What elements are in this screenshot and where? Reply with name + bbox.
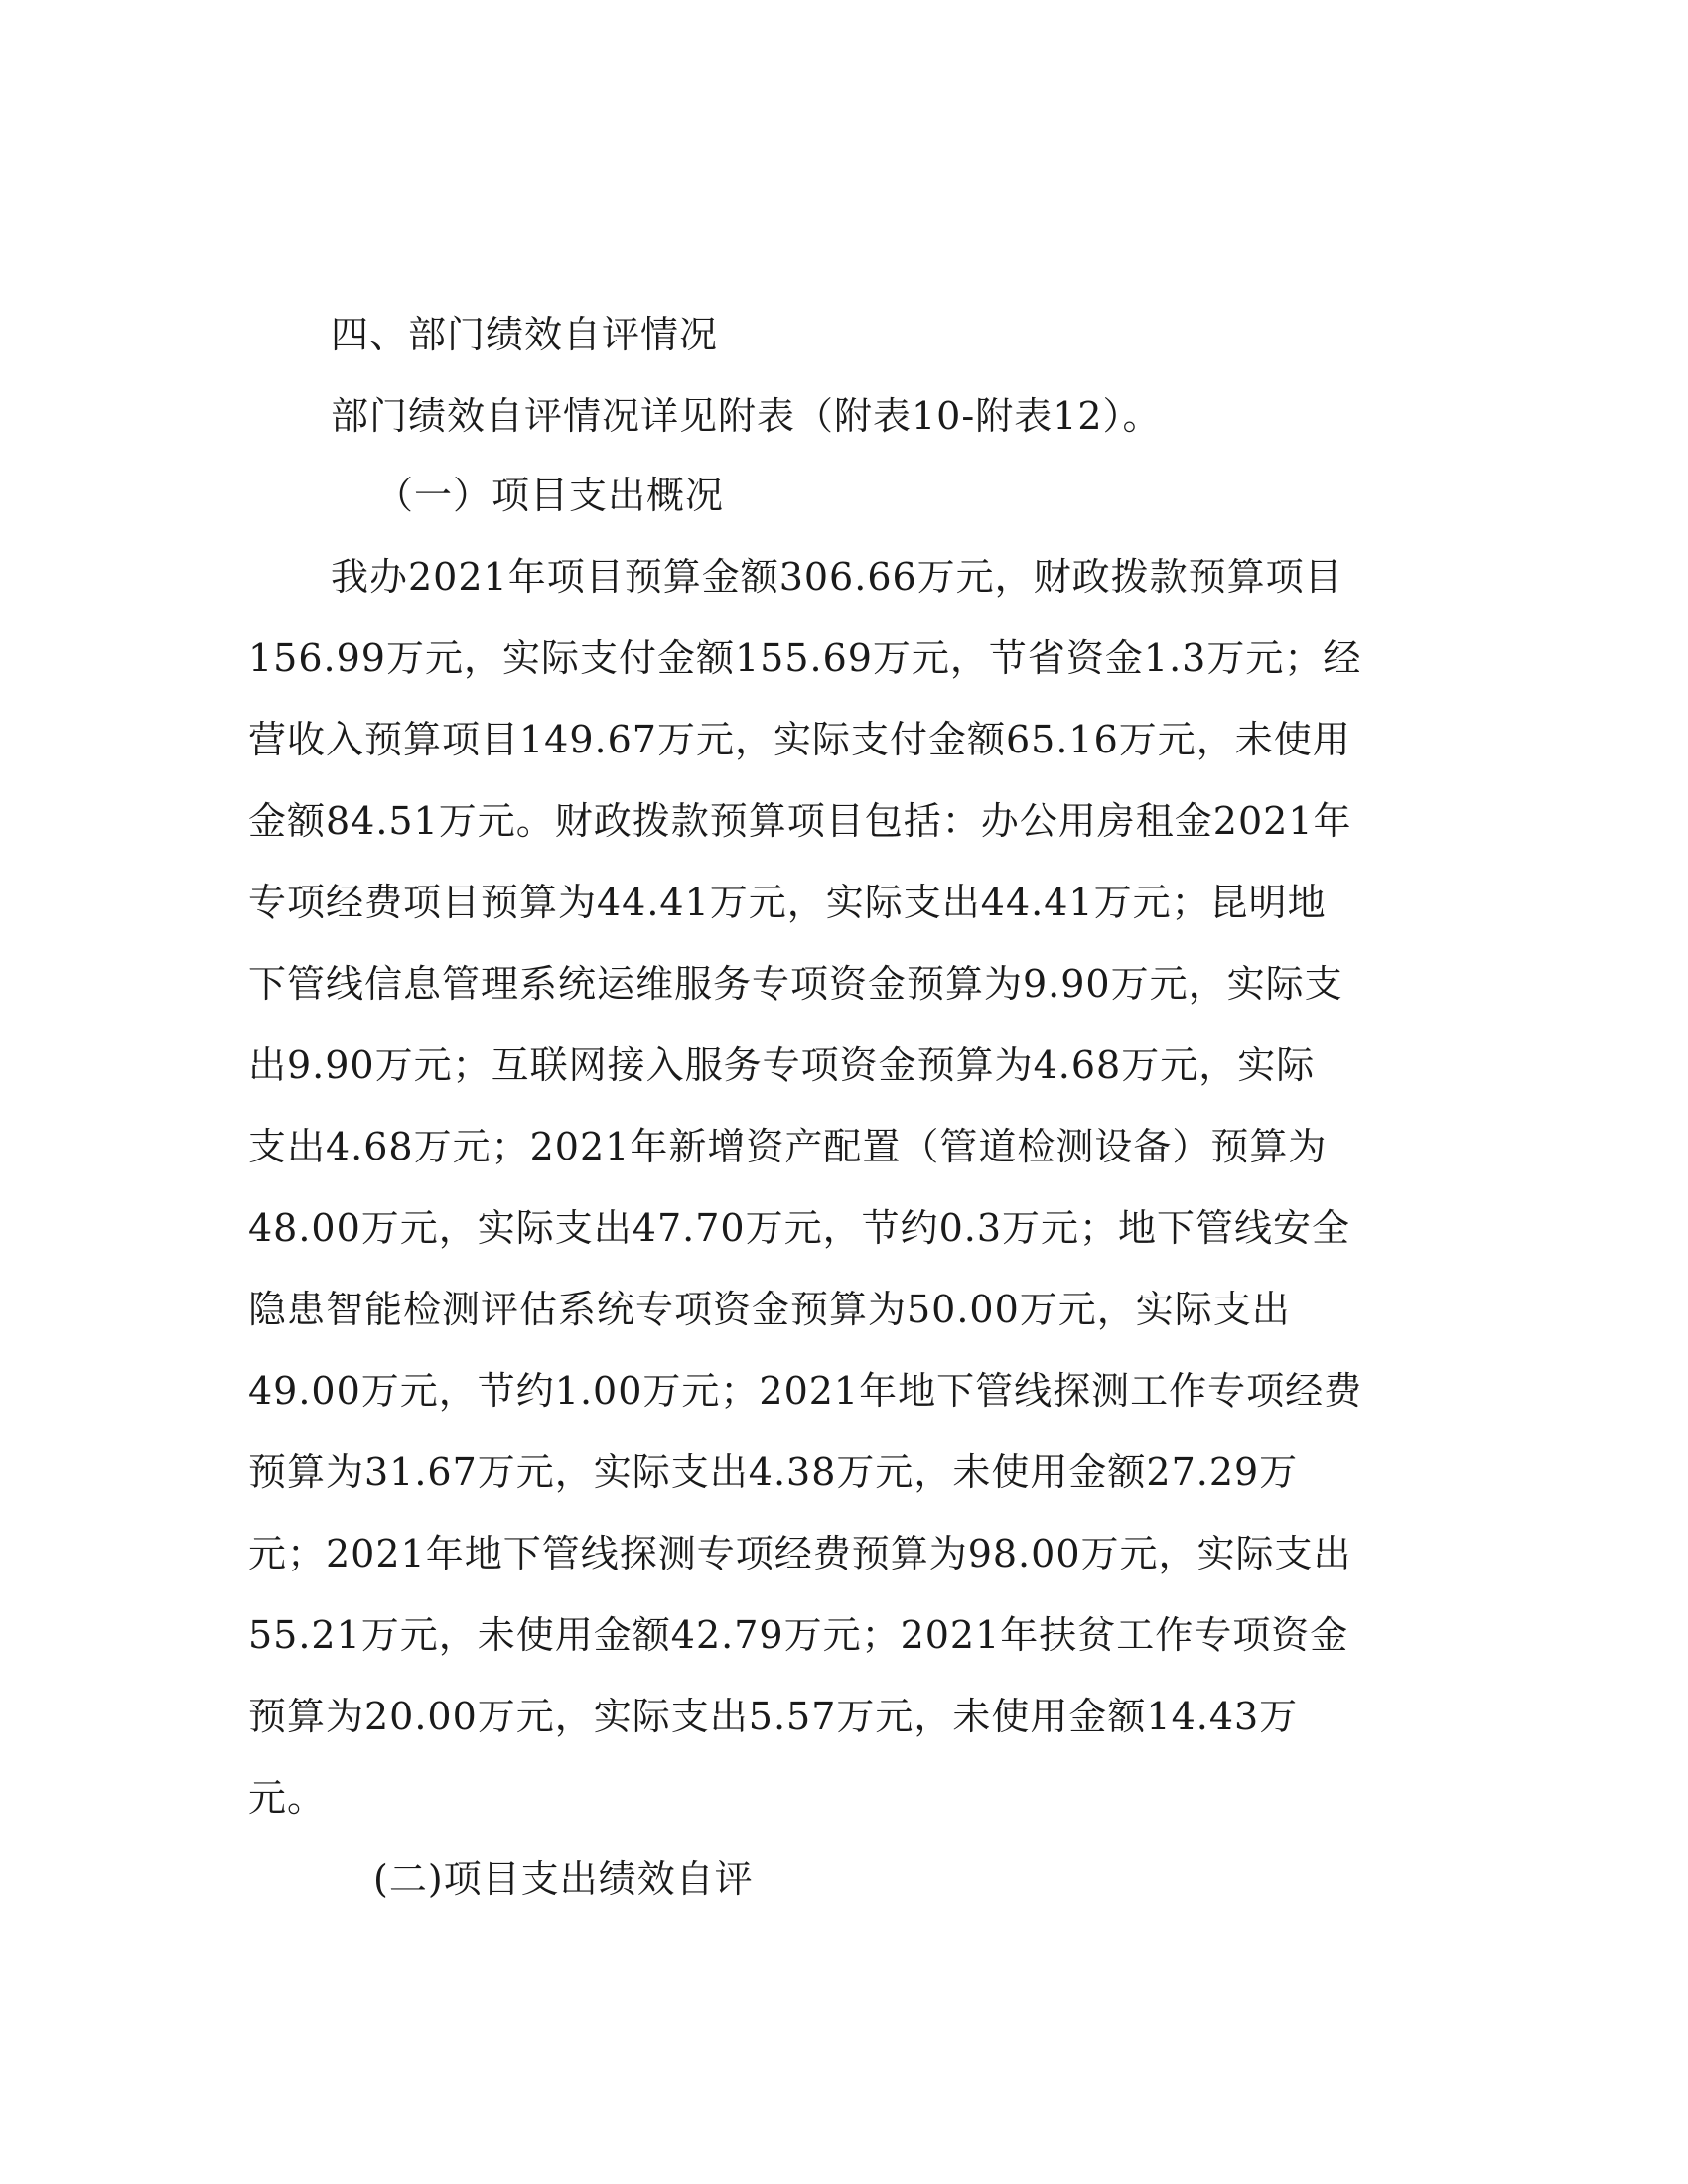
paragraph-line: 营收入预算项目149.67万元，实际支付金额65.16万元，未使用	[248, 718, 1351, 761]
paragraph-line: 元。	[248, 1776, 327, 1820]
subheading-project-overview: （一）项目支出概况	[375, 474, 725, 517]
paragraph-line: 48.00万元，实际支出47.70万元，节约0.3万元；地下管线安全	[248, 1206, 1351, 1250]
paragraph-line: 元；2021年地下管线探测专项经费预算为98.00万元，实际支出	[248, 1532, 1352, 1575]
paragraph-line: 预算为20.00万元，实际支出5.57万元，未使用金额14.43万	[248, 1695, 1299, 1738]
paragraph-line: 55.21万元，未使用金额42.79万元；2021年扶贫工作专项资金	[248, 1613, 1349, 1657]
section-heading: 四、部门绩效自评情况	[331, 313, 719, 356]
subheading-performance-self-evaluation: (二)项目支出绩效自评	[373, 1857, 754, 1901]
paragraph-line: 预算为31.67万元，实际支出4.38万元，未使用金额27.29万	[248, 1450, 1299, 1494]
paragraph-line: 下管线信息管理系统运维服务专项资金预算为9.90万元，实际支	[248, 962, 1343, 1006]
paragraph-line: 专项经费项目预算为44.41万元，实际支出44.41万元；昆明地	[248, 881, 1327, 924]
paragraph-line: 出9.90万元；互联网接入服务专项资金预算为4.68万元，实际	[248, 1043, 1316, 1087]
paragraph-line: 隐患智能检测评估系统专项资金预算为50.00万元，实际支出	[248, 1288, 1291, 1331]
paragraph-line: 156.99万元，实际支付金额155.69万元，节省资金1.3万元；经	[248, 636, 1362, 680]
intro-line: 部门绩效自评情况详见附表（附表10-附表12）。	[331, 394, 1162, 438]
paragraph-line: 49.00万元，节约1.00万元；2021年地下管线探测工作专项经费	[248, 1369, 1363, 1413]
paragraph-line: 支出4.68万元；2021年新增资产配置（管道检测设备）预算为	[248, 1125, 1328, 1168]
paragraph-line: 我办2021年项目预算金额306.66万元，财政拨款预算项目	[331, 555, 1343, 599]
paragraph-line: 金额84.51万元。财政拨款预算项目包括：办公用房租金2021年	[248, 799, 1352, 843]
